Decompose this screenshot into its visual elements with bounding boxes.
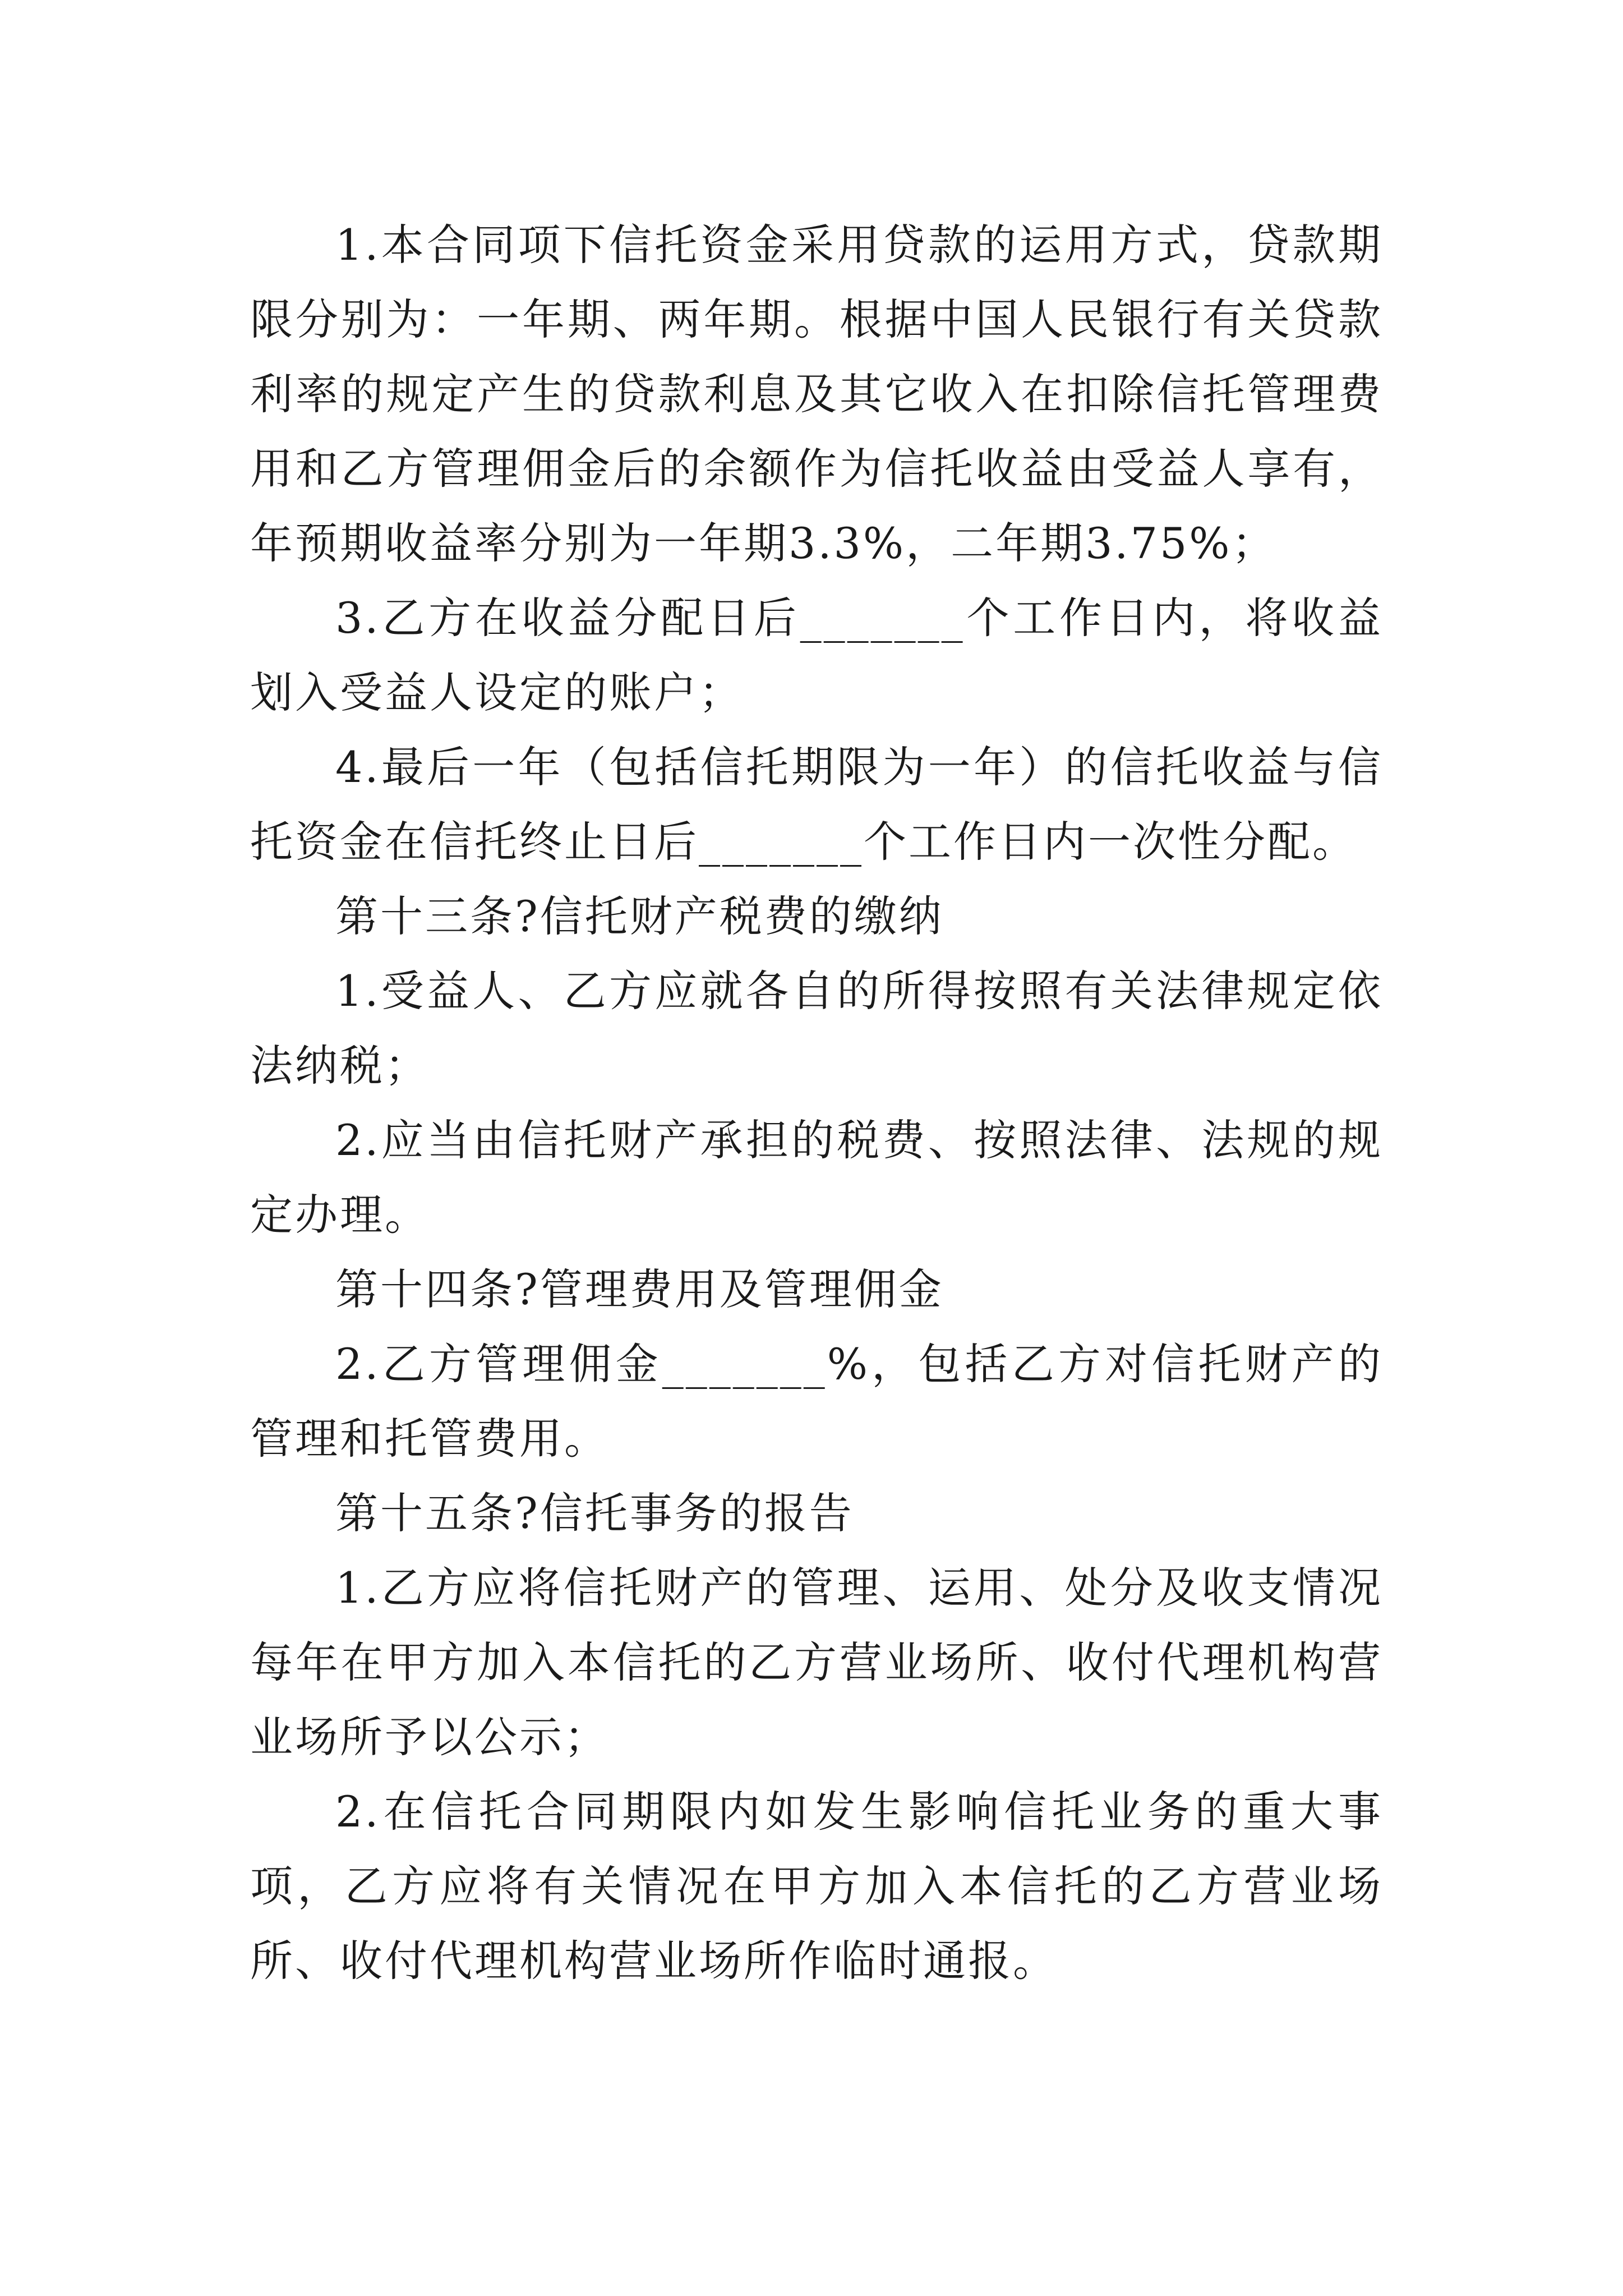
clause-13-item-2: 2.应当由信托财产承担的税费、按照法律、法规的规定办理。 [250, 1115, 1383, 1240]
clause-14-heading: 第十四条?管理费用及管理佣金 [335, 1264, 944, 1314]
document-body [250, 208, 1383, 1998]
clause-15-heading: 第十五条?信托事务的报告 [335, 1488, 854, 1538]
clause-15-item-1: 1.乙方应将信托财产的管理、运用、处分及收支情况每年在甲方加入本信托的乙方营业场所、收付代理机构营业场所予以公示； [250, 1563, 1383, 1762]
clause-15-item-2: 2.在信托合同期限内如发生影响信托业务的重大事项，乙方应将有关情况在甲方加入本信托的乙方营业场所、收付代理机构营业场所作临时通报。 [250, 1787, 1383, 1986]
clause-12-item-4: 4.最后一年（包括信托期限为一年）的信托收益与信托资金在信托终止日后_______个工作日内一次性分配。 [250, 742, 1383, 867]
clause-13-heading: 第十三条?信托财产税费的缴纳 [335, 891, 944, 941]
clause-13-item-1: 1.受益人、乙方应就各自的所得按照有关法律规定依法纳税； [250, 966, 1383, 1091]
clause-12-item-1: 1.本合同项下信托资金采用贷款的运用方式，贷款期限分别为：一年期、两年期。根据中国人民银行有关贷款利率的规定产生的贷款利息及其它收入在扣除信托管理费用和乙方管理佣金后的余额作为信托收益由受益人享有，年预期收益率分别为一年期3.3%，二年期3.75%； [250, 220, 1383, 568]
clause-14-item-2: 2.乙方管理佣金_______%，包括乙方对信托财产的管理和托管费用。 [250, 1339, 1383, 1464]
clause-12-item-3: 3.乙方在收益分配日后_______个工作日内，将收益划入受益人设定的账户； [250, 593, 1383, 717]
